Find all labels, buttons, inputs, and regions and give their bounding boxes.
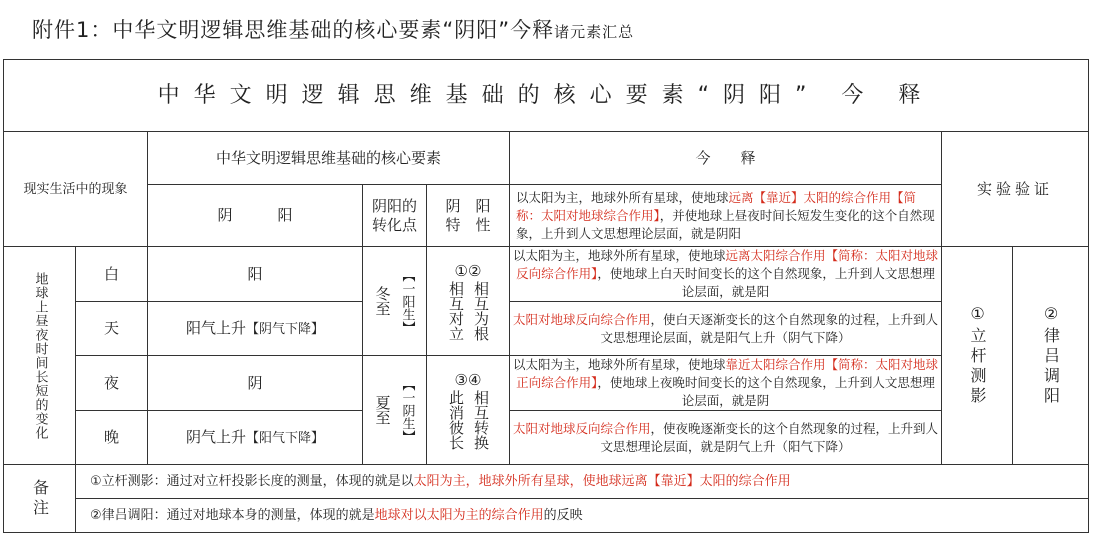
col-today: 今 释: [510, 132, 942, 185]
col-verify: 实验验证: [942, 132, 1089, 247]
table-banner: 中华文明逻辑思维基础的核心要素“阴阳” 今 释: [4, 60, 1089, 132]
yin-rise: 阴气上升【阳气下降】: [148, 411, 363, 465]
feature-1: ①② 相互对立 相互为根: [427, 247, 510, 356]
note-1: ①立杆测影：通过对立杆投影长度的测量，体现的就是以太阳为主，地球外所有星球，使地球远离【靠近】太阳的综合作用: [76, 465, 1089, 499]
verify-2: ②律吕调阳: [1013, 247, 1089, 465]
feature-2: ③④ 此消彼长 相互转换: [427, 356, 510, 465]
desc-day-1: 以太阳为主，地球外所有星球，使地球远离太阳综合作用【简称：太阳对地球反向综合作用】，使地球上白天时间变长的这个自然现象，上升到人文思想理论层面，就是阳: [510, 247, 942, 302]
desc-day-2: 太阳对地球反向综合作用，使白天逐渐变长的这个自然现象的过程，上升到人文思想理论层面，就是阳气上升（阴气下降）: [510, 302, 942, 356]
col-core: 中华文明逻辑思维基础的核心要素: [148, 132, 510, 185]
yang-rise: 阳气上升【阴气下降】: [148, 302, 363, 356]
col-phenomenon: 现实生活中的现象: [4, 132, 148, 247]
sub-feature: 阴 阳 特 性: [427, 185, 510, 247]
left-vertical-label: 地球上昼夜时间长短的变化: [4, 247, 76, 465]
desc-night-1: 以太阳为主，地球外所有星球，使地球靠近太阳综合作用【简称：太阳对地球正向综合作用】，使地球上夜晚时间变长的这个自然现象，上升到人文思想理论层面，就是阴: [510, 356, 942, 411]
document-title: 附件1：中华文明逻辑思维基础的核心要素“阴阳”今释诸元素汇总: [32, 18, 635, 42]
summer-solstice: 夏至 【一阴生】: [363, 356, 427, 465]
yang-cell: 阳: [148, 247, 363, 302]
note-2: ②律吕调阳：通过对地球本身的测量，体现的就是地球对以太阳为主的综合作用的反映: [76, 499, 1089, 533]
winter-solstice: 冬至 【一阳生】: [363, 247, 427, 356]
day-b: 天: [76, 302, 148, 356]
sub-turn: 阴阳的转化点: [363, 185, 427, 247]
verify-1: ①立杆测影: [942, 247, 1013, 465]
yin-cell: 阴: [148, 356, 363, 411]
day-a: 白: [76, 247, 148, 302]
yinyang-table: [3, 59, 1089, 533]
header-desc: 以太阳为主，地球外所有星球，使地球远离【靠近】太阳的综合作用【简称：太阳对地球综合作用】，并使地球上昼夜时间长短发生变化的这个自然现象，上升到人文思想理论层面，就是阴阳: [510, 185, 942, 247]
sub-yinyang: 阴 阳: [148, 185, 363, 247]
desc-night-2: 太阳对地球反向综合作用，使夜晚逐渐变长的这个自然现象的过程，上升到人文思想理论层面，就是阴气上升（阳气下降）: [510, 411, 942, 465]
notes-label: 备注: [4, 465, 76, 533]
night-a: 夜: [76, 356, 148, 411]
night-b: 晚: [76, 411, 148, 465]
